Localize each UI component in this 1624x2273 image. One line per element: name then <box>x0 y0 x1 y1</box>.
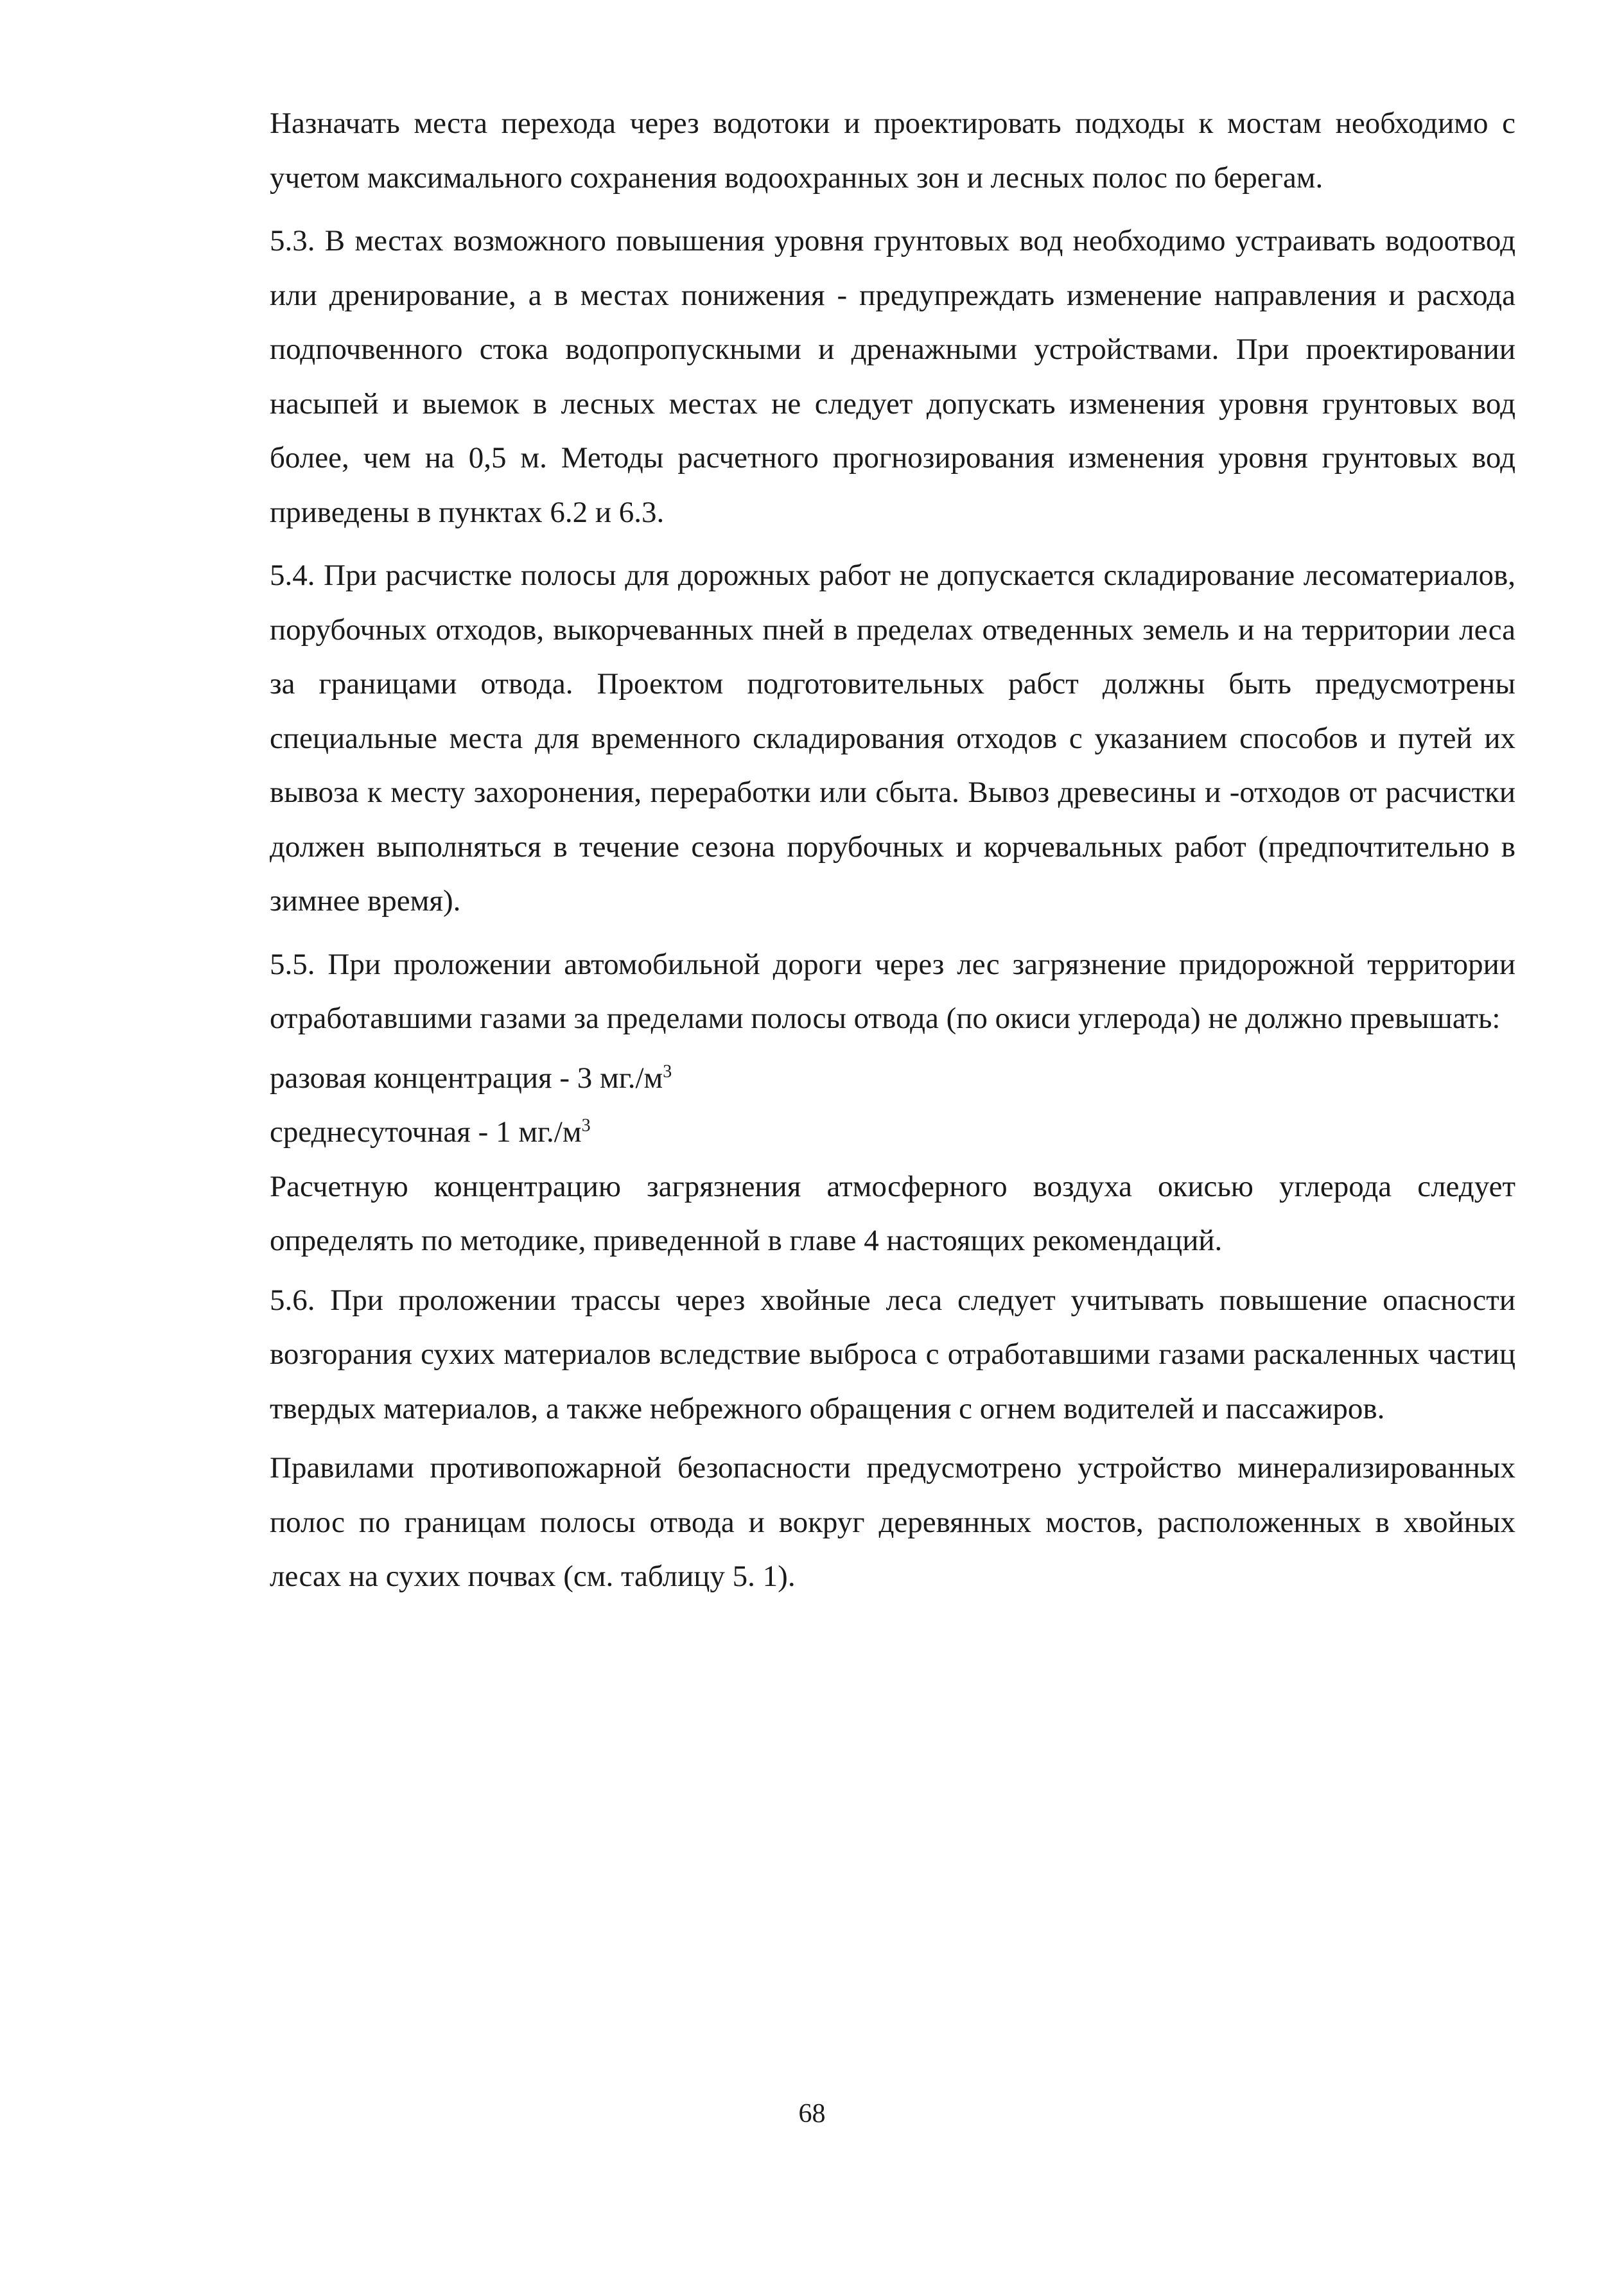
limit-daily-label: среднесуточная - 1 мг./м <box>270 1115 582 1149</box>
paragraph-5-4: 5.4. При расчистке полосы для дорожных работ не допускается складирование лесоматериалов, порубочных отходов, выкорчеванных пней в пределах отведенных земель и на территории леса за границами отвода. Проектом подготовительных рабст должны быть предусмотрены специальные места для временного складирования отходов с указанием способов и путей их вывоза к месту захоронения, переработки или сбыта. Вывоз древесины и -отходов от расчистки должен выполняться в течение сезона порубочных и корчевальных работ (предпочтительно в зимнее время). <box>270 559 1515 918</box>
limit-single-label: разовая концентрация - 3 мг./м <box>270 1061 663 1095</box>
document-body <box>270 96 1515 1609</box>
paragraph-calc: Расчетную концентрацию загрязнения атмосферного воздуха окисью углерода следует определять по методике, приведенной в главе 4 настоящих рекомендаций. <box>270 1169 1515 1257</box>
paragraph-5-6: 5.6. При проложении трассы через хвойные леса следует учитывать повышение опасности возгорания сухих материалов вследствие выброса с отработавшими газами раскаленных частиц твердых материалов, а также небрежного обращения с огнем водителей и пассажиров. <box>270 1283 1515 1425</box>
paragraph-5-5: 5.5. При проложении автомобильной дороги через лес загрязнение придорожной территории отработавшими газами за пределами полосы отвода (по окиси углерода) не должно превышать: <box>270 947 1515 1035</box>
paragraph-5-3: 5.3. В местах возможного повышения уровня грунтовых вод необходимо устраивать водоотвод или дренирование, а в местах понижения - предупреждать изменение направления и расхода подпочвенного стока водопропускными и дренажными устройствами. При проектировании насыпей и выемок в лесных местах не следует допускать изменения уровня грунтовых вод более, чем на 0,5 м. Методы расчетного прогнозирования изменения уровня грунтовых вод приведены в пунктах 6.2 и 6.3. <box>270 224 1515 529</box>
limit-daily-line <box>270 1105 1515 1160</box>
limit-single-line <box>270 1051 1515 1106</box>
paragraph-intro: Назначать места перехода через водотоки и проектировать подходы к мостам необходимо с учетом максимального сохранения водоохранных зон и лесных полос по берегам. <box>270 107 1515 195</box>
limit-single-sup: 3 <box>663 1061 672 1081</box>
limit-daily-sup: 3 <box>581 1115 591 1136</box>
paragraph-rules: Правилами противопожарной безопасности предусмотрено устройство минерализированных полос по границам полосы отвода и вокруг деревянных мостов, расположенных в хвойных лесах на сухих почвах (см. таблицу 5. 1). <box>270 1451 1515 1593</box>
page-number: 68 <box>798 2099 826 2129</box>
